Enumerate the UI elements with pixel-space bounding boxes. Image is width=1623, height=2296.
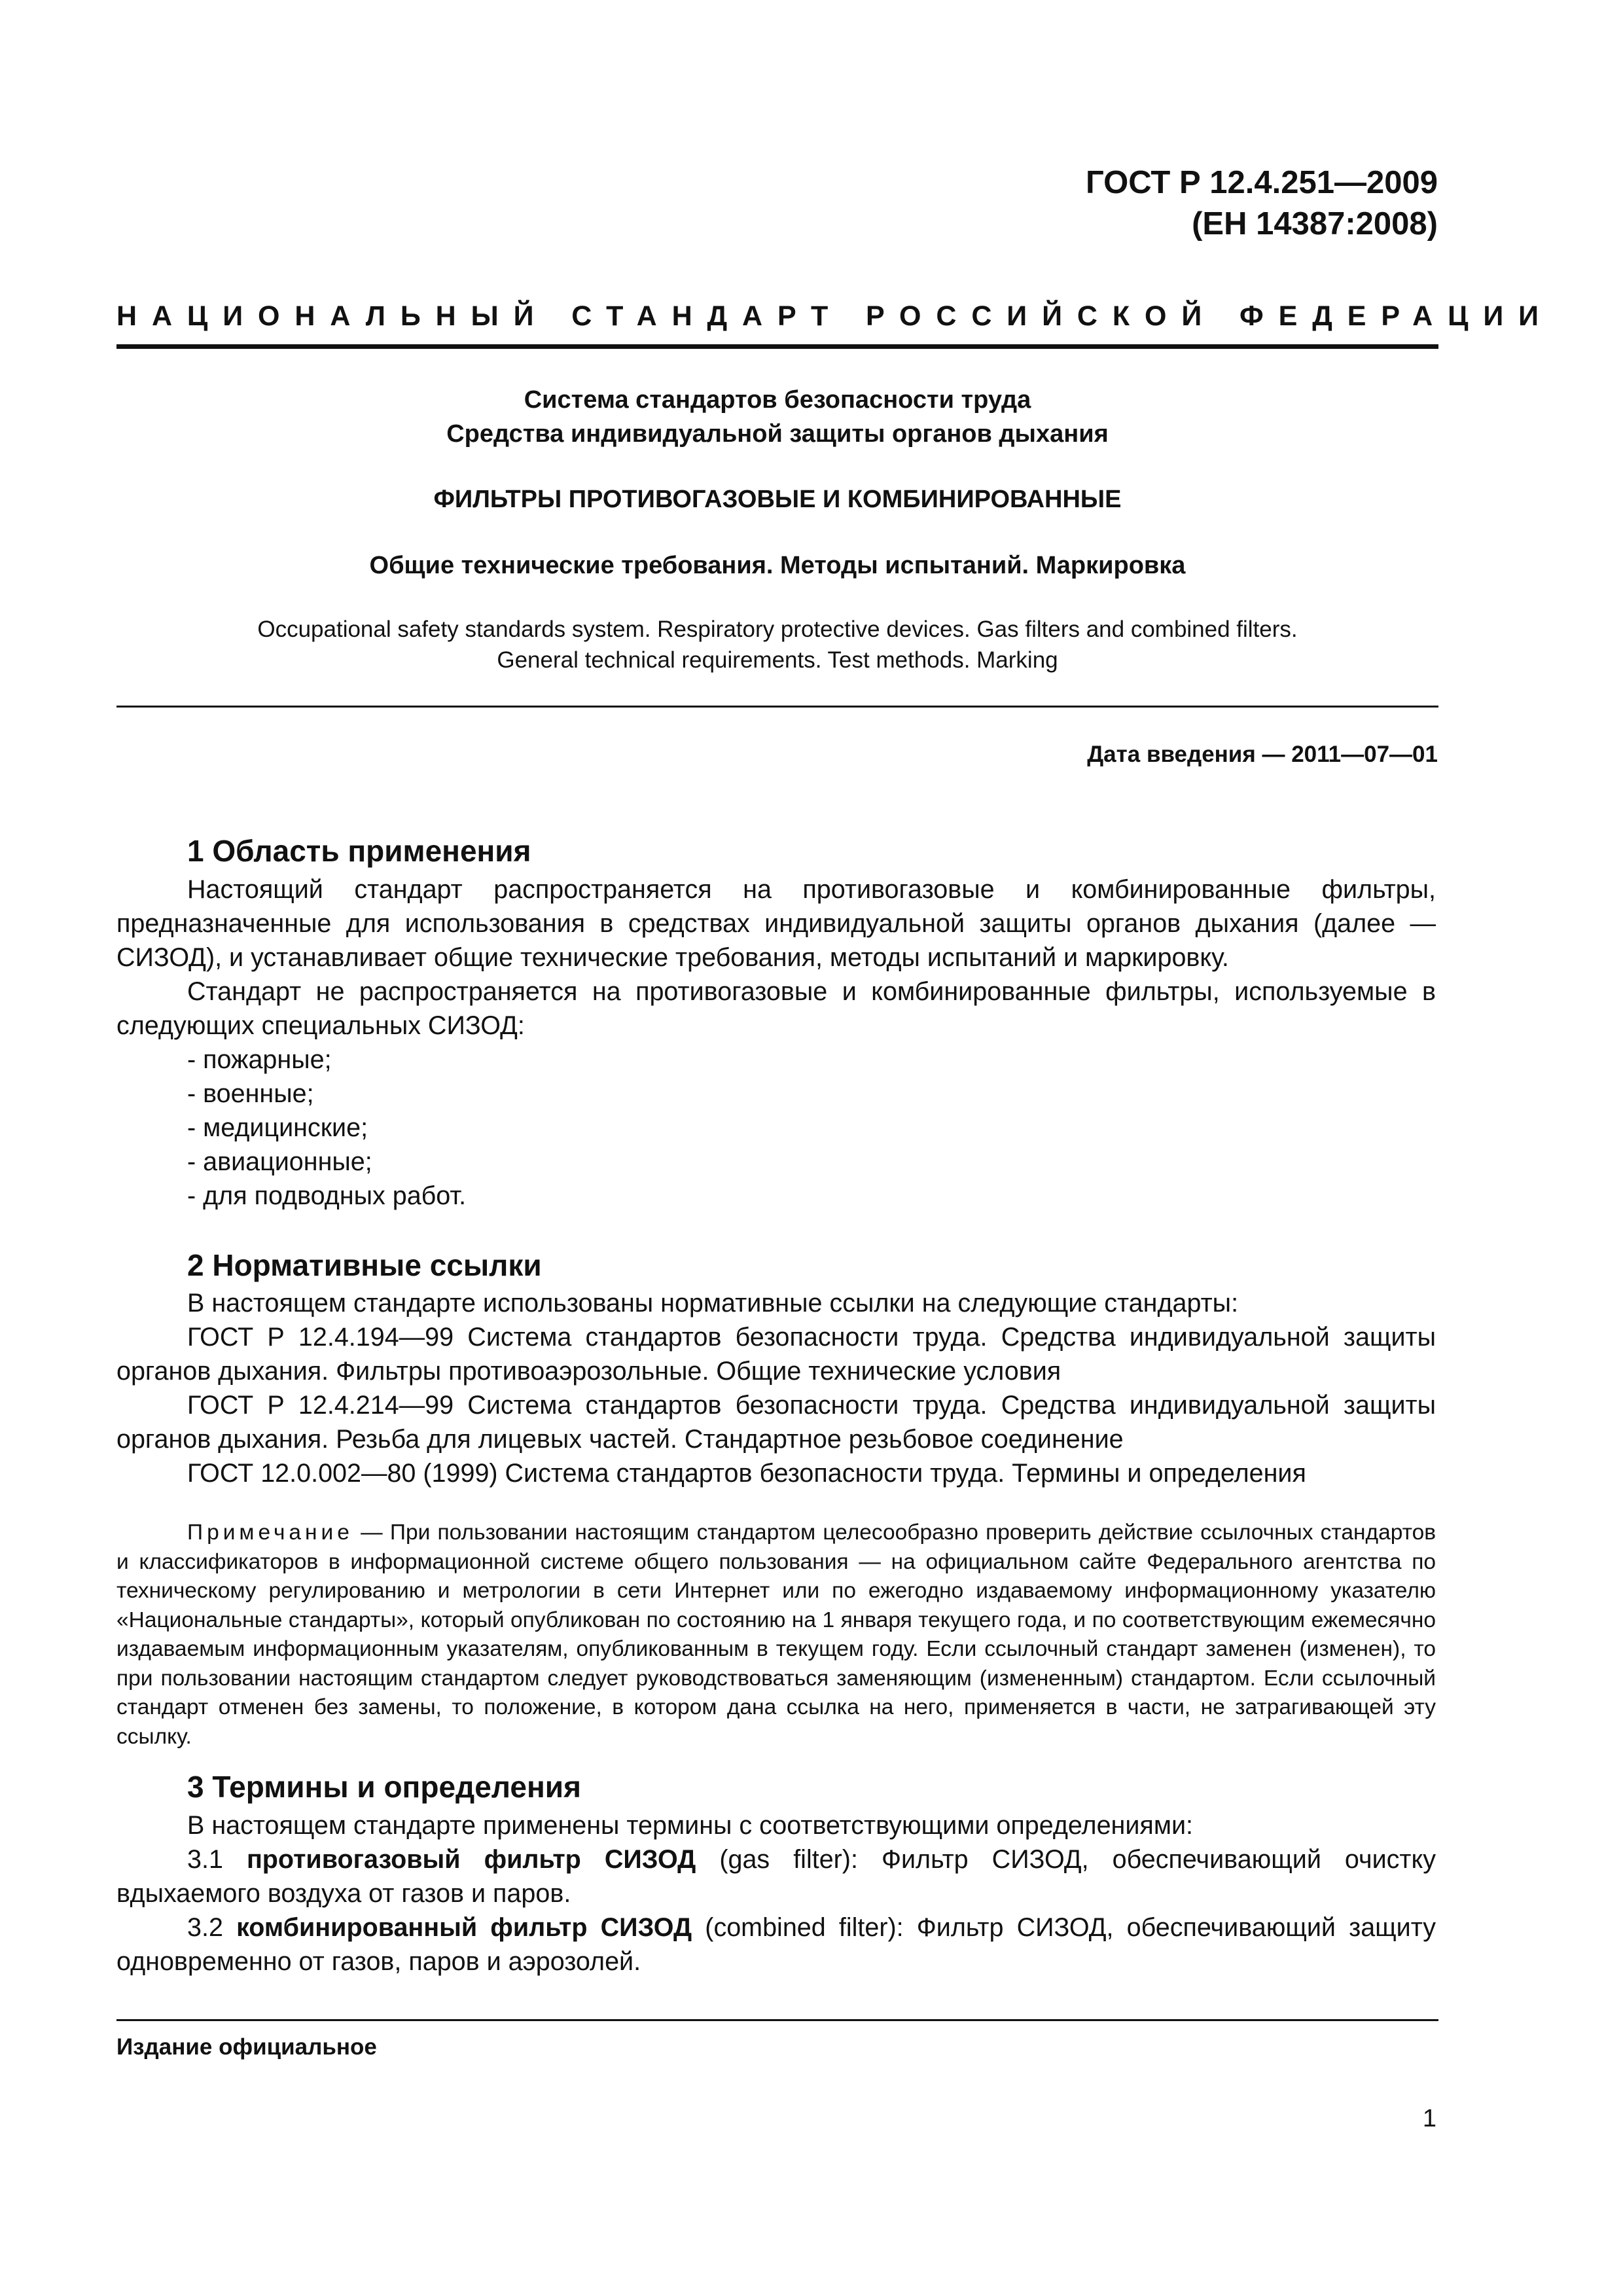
main-title: ФИЛЬТРЫ ПРОТИВОГАЗОВЫЕ И КОМБИНИРОВАННЫЕ: [433, 486, 1122, 513]
section1-heading: 1 Область применения: [187, 834, 531, 868]
term-definition: (gas filter): Фильтр СИЗОД, обеспечивающий очистку вдыхаемого воздуха от газов и паров.: [116, 1845, 1436, 1908]
list-item: - для подводных работ.: [187, 1181, 467, 1210]
note-paragraph: [116, 1518, 1436, 1751]
footer-rule: [116, 2019, 1438, 2021]
standard-number: ГОСТ Р 12.4.251—2009: [1086, 165, 1438, 200]
note-label: Примечание: [187, 1520, 353, 1545]
header-rule: [116, 344, 1438, 349]
section3-heading: 3 Термины и определения: [187, 1770, 581, 1804]
reference-3: ГОСТ 12.0.002—80 (1999) Система стандартов безопасности труда. Термины и определения: [187, 1459, 1306, 1488]
official-edition-label: Издание официальное: [116, 2034, 377, 2060]
section1-body: [116, 872, 1436, 1213]
national-standard-banner: НАЦИОНАЛЬНЫЙ СТАНДАРТ РОССИЙСКОЙ ФЕДЕРАЦИИ: [116, 300, 1554, 332]
term-number: 3.1: [187, 1845, 247, 1874]
note: [116, 1518, 1436, 1751]
title-rule: [116, 706, 1438, 708]
reference-2: ГОСТ Р 12.4.214—99 Система стандартов безопасности труда. Средства индивидуальной защиты органов дыхания. Резьба для лицевых частей. Стандартное резьбовое соединение: [116, 1391, 1436, 1454]
english-title-line2: General technical requirements. Test methods. Marking: [497, 647, 1058, 673]
page-number: 1: [1422, 2105, 1436, 2132]
section1-paragraph2: Стандарт не распространяется на противогазовые и комбинированные фильтры, используемые в следующих специальных СИЗОД:: [116, 977, 1436, 1040]
list-item: - военные;: [187, 1079, 314, 1108]
system-title-line2: Средства индивидуальной защиты органов дыхания: [446, 420, 1109, 448]
subtitle: Общие технические требования. Методы испытаний. Маркировка: [369, 552, 1186, 579]
english-title: [116, 614, 1438, 675]
term-3-1: [116, 1842, 1436, 1910]
section2-body: [116, 1286, 1436, 1490]
section3-body: [116, 1808, 1436, 1979]
term-3-2: [116, 1910, 1436, 1979]
list-item: - авиационные;: [187, 1147, 372, 1176]
note-text: — При пользовании настоящим стандартом целесообразно проверить действие ссылочных стандартов и классификаторов в информационной системе общего пользования — на официальном сайте Федерального агентства по техническому регулированию и метрологии в сети Интернет или по ежегодно издаваемому информационному указателю «Национальные стандарты», который опубликован по состоянию на 1 января текущего года, и по соответствующим ежемесячно издаваемым информационным указателям, опубликованным в текущем году. Если ссылочный стандарт заменен (изменен), то при пользовании настоящим стандартом следует руководствоваться заменяющим (измененным) стандартом. Если ссылочный стандарт отменен без замены, то положение, в котором дана ссылка на него, применяется в части, не затрагивающей эту ссылку.: [116, 1520, 1436, 1749]
standard-identifier: [1086, 162, 1438, 245]
section1-paragraph1: Настоящий стандарт распространяется на противогазовые и комбинированные фильтры, предназначенные для использования в средствах индивидуальной защиты органов дыхания (далее — СИЗОД), и устанавливает общие технические требования, методы испытаний и маркировку.: [116, 875, 1436, 972]
term-number: 3.2: [187, 1913, 237, 1942]
introduction-date: Дата введения — 2011—07—01: [1087, 742, 1438, 767]
english-title-line1: Occupational safety standards system. Respiratory protective devices. Gas filters and combined filters.: [257, 617, 1298, 642]
list-item: - пожарные;: [187, 1045, 332, 1074]
term-name: комбинированный фильтр СИЗОД: [236, 1913, 692, 1942]
standard-equivalent: (ЕН 14387:2008): [1192, 206, 1438, 242]
section2-heading: 2 Нормативные ссылки: [187, 1248, 542, 1282]
list-item: - медицинские;: [187, 1113, 368, 1142]
section2-paragraph1: В настоящем стандарте использованы нормативные ссылки на следующие стандарты:: [187, 1289, 1239, 1318]
term-name: противогазовый фильтр СИЗОД: [246, 1845, 696, 1874]
reference-1: ГОСТ Р 12.4.194—99 Система стандартов безопасности труда. Средства индивидуальной защиты органов дыхания. Фильтры противоаэрозольные. Общие технические условия: [116, 1323, 1436, 1386]
system-title: [116, 383, 1438, 451]
section3-paragraph1: В настоящем стандарте применены термины с соответствующими определениями:: [187, 1811, 1194, 1840]
term-definition: (combined filter): Фильтр СИЗОД, обеспечивающий защиту одновременно от газов, паров и аэрозолей.: [116, 1913, 1436, 1976]
system-title-line1: Система стандартов безопасности труда: [524, 386, 1031, 414]
